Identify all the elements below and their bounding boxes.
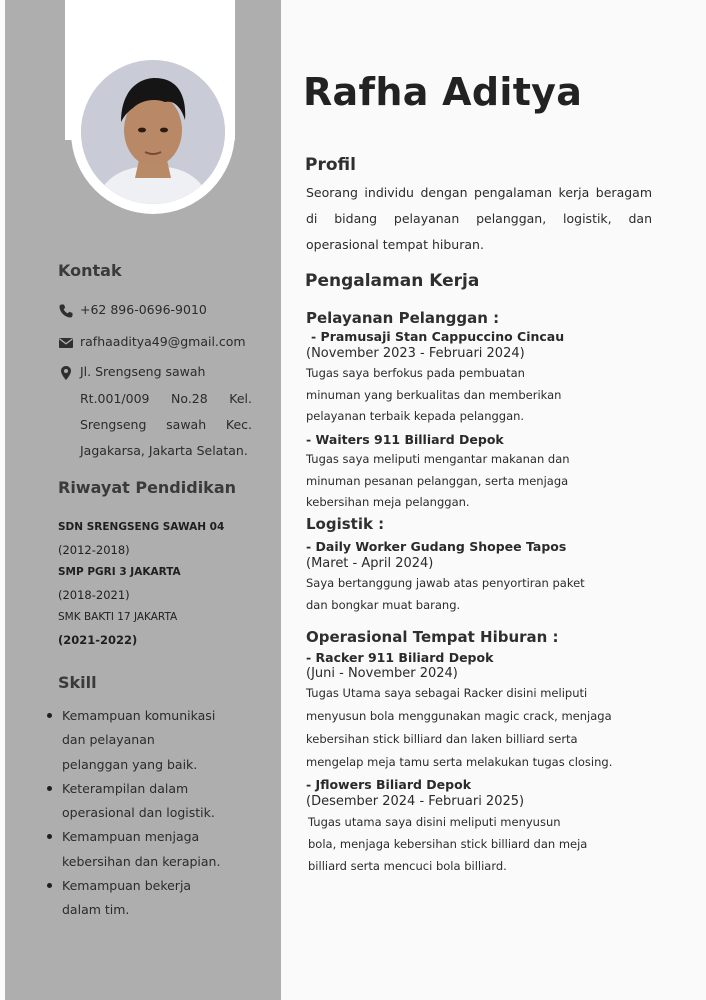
education-heading: Riwayat Pendidikan (58, 478, 237, 497)
job-description: Tugas Utama saya sebagai Racker disini meliputi menyusun bola menggunakan magic crack, menjaga kebersihan stick billiard dan laken billiard serta mengelap meja tamu serta melakukan tugas closing. (306, 686, 613, 769)
job-description: Tugas saya berfokus pada pembuatan minuman yang berkualitas dan memberikan pelayanan terbaik kepada pelanggan. (306, 366, 562, 423)
job-title: - Daily Worker Gudang Shopee Tapos (306, 539, 567, 554)
contact-address (58, 364, 205, 381)
address-rest: Rt.001/009 No.28 Kel. Srengseng sawah Kec. Jagakarsa, Jakarta Selatan. (80, 391, 252, 458)
experience-category: Operasional Tempat Hiburan : (306, 628, 559, 646)
contact-email (58, 334, 246, 351)
education-school: SDN SRENGSENG SAWAH 04 (58, 521, 225, 533)
skill-item: Kemampuan bekerja dalam tim. (46, 874, 256, 923)
education-school: SMK BAKTI 17 JAKARTA (58, 611, 178, 623)
education-years: (2012-2018) (58, 542, 130, 557)
skills-list (46, 704, 256, 923)
job-title: - Waiters 911 Billiard Depok (306, 432, 504, 447)
experience-category: Pelayanan Pelanggan : (306, 309, 500, 327)
contact-heading: Kontak (58, 261, 122, 280)
skill-item: Kemampuan komunikasi dan pelayanan pelanggan yang baik. (46, 704, 256, 777)
phone-icon (58, 303, 74, 319)
job-period: (Desember 2024 - Februari 2025) (306, 794, 525, 809)
profile-photo (81, 60, 225, 204)
education-years: (2021-2022) (58, 632, 138, 647)
address-line-1: Jl. Srengseng sawah (80, 364, 206, 379)
experience-category: Logistik : (306, 515, 385, 533)
profile-summary: Seorang individu dengan pengalaman kerja beragam di bidang pelayanan pelanggan, logistik, dan operasional tempat hiburan. (306, 185, 652, 252)
email-address: rafhaaditya49@gmail.com (80, 334, 246, 349)
contact-phone (58, 302, 207, 319)
job-period: (Juni - November 2024) (306, 666, 458, 681)
education-years: (2018-2021) (58, 587, 130, 602)
job-period: (November 2023 - Februari 2024) (306, 346, 525, 361)
job-description: Tugas saya meliputi mengantar makanan dan minuman pesanan pelanggan, serta menjaga kebersihan meja pelanggan. (306, 452, 570, 509)
job-title: - Racker 911 Biliard Depok (306, 650, 494, 665)
profile-heading: Profil (305, 155, 356, 175)
skills-heading: Skill (58, 673, 97, 692)
education-school: SMP PGRI 3 JAKARTA (58, 566, 181, 578)
skill-item: Keterampilan dalam operasional dan logistik. (46, 777, 256, 826)
phone-number: +62 896-0696-9010 (80, 302, 207, 317)
location-pin-icon (58, 365, 74, 381)
job-description: Saya bertanggung jawab atas penyortiran paket dan bongkar muat barang. (306, 576, 585, 612)
experience-heading: Pengalaman Kerja (305, 271, 480, 291)
skill-item: Kemampuan menjaga kebersihan dan kerapian. (46, 825, 256, 874)
job-title: - Jflowers Biliard Depok (306, 777, 472, 792)
job-period: (Maret - April 2024) (306, 556, 434, 571)
education-list (58, 516, 268, 651)
mail-icon (58, 335, 74, 351)
job-title: - Pramusaji Stan Cappuccino Cincau (311, 329, 565, 344)
job-description: Tugas utama saya disini meliputi menyusun bola, menjaga kebersihan stick billiard dan meja billiard serta mencuci bola billiard. (308, 815, 588, 873)
full-name: Rafha Aditya (303, 70, 583, 114)
